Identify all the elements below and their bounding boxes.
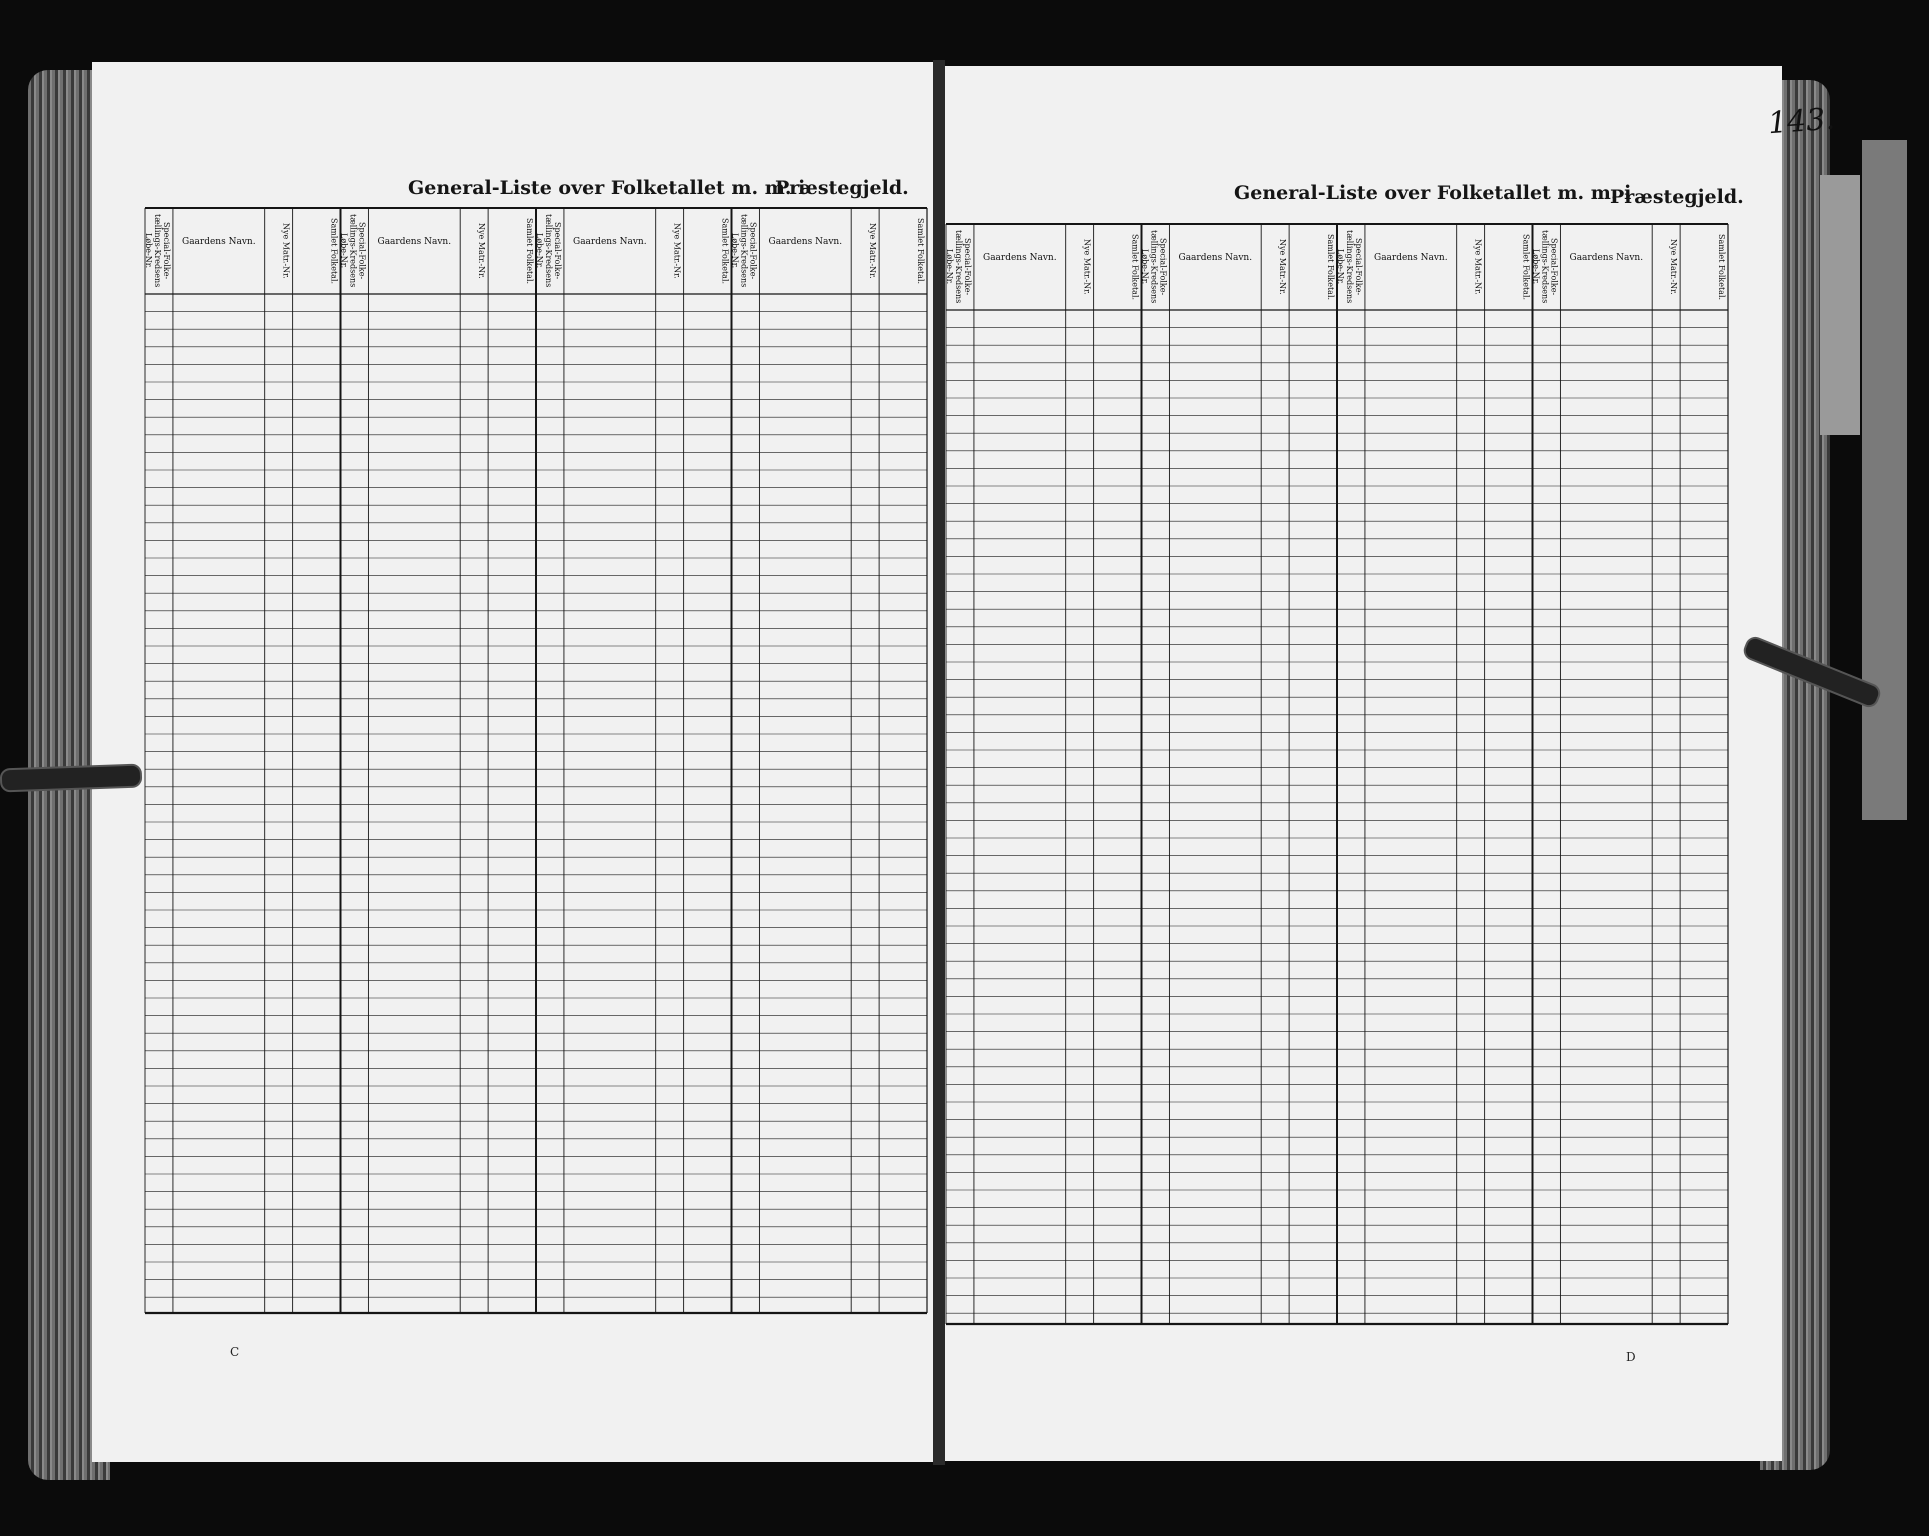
- column-header-folk: Samlet Folketal.: [329, 217, 339, 285]
- column-header-folk: Samlet Folketal.: [1325, 233, 1335, 301]
- column-header-folk: Samlet Folketal.: [1521, 233, 1531, 301]
- column-header-matr: Nye Matr.-Nr.: [281, 223, 291, 279]
- left-signature-mark: C: [230, 1345, 240, 1359]
- column-header-name: Gaardens Navn.: [1569, 253, 1644, 263]
- column-header-matr: Nye Matr.-Nr.: [1473, 239, 1483, 295]
- column-header-name: Gaardens Navn.: [377, 237, 452, 247]
- column-header-name: Gaardens Navn.: [182, 237, 256, 247]
- paper-tab: [1862, 140, 1907, 820]
- column-header-special: Special-Folke-tællings-Kredsens Løbe-Nr.: [1140, 230, 1168, 304]
- column-header-folk: Samlet Folketal.: [1130, 233, 1140, 301]
- book-gutter: [933, 60, 945, 1465]
- page-clip: [0, 764, 142, 793]
- column-header-matr: Nye Matr.-Nr.: [1082, 239, 1092, 295]
- left-page-title-suffix: Præstegjeld.: [775, 177, 909, 199]
- column-header-matr: Nye Matr.-Nr.: [868, 223, 878, 279]
- right-page-title: General-Liste over Folketallet m. m. i: [1234, 182, 1632, 204]
- column-header-matr: Nye Matr.-Nr.: [1669, 239, 1679, 295]
- column-header-special: Special-Folke-tællings-Kredsens Løbe-Nr.: [143, 214, 171, 288]
- right-page-title-suffix: Præstegjeld.: [1610, 186, 1744, 208]
- paper-tab: [1820, 175, 1860, 435]
- column-header-name: Gaardens Navn.: [983, 253, 1057, 263]
- column-header-name: Gaardens Navn.: [1374, 253, 1448, 263]
- column-header-special: Special-Folke-tællings-Kredsens Løbe-Nr.: [1335, 230, 1363, 304]
- left-page-title: General-Liste over Folketallet m. m. i: [408, 177, 806, 199]
- column-header-matr: Nye Matr.-Nr.: [672, 223, 682, 279]
- column-header-special: Special-Folke-tællings-Kredsens Løbe-Nr.: [534, 214, 562, 288]
- column-header-special: Special-Folke-tællings-Kredsens Løbe-Nr.: [944, 230, 972, 304]
- column-header-folk: Samlet Folketal.: [1716, 233, 1726, 301]
- column-header-special: Special-Folke-tællings-Kredsens Løbe-Nr.: [730, 214, 758, 288]
- column-header-special: Special-Folke-tællings-Kredsens Løbe-Nr.: [1531, 230, 1559, 304]
- right-census-table: [946, 224, 1728, 1344]
- column-header-special: Special-Folke-tællings-Kredsens Løbe-Nr.: [339, 214, 367, 288]
- column-header-matr: Nye Matr.-Nr.: [477, 223, 487, 279]
- page-number: 143.: [1766, 101, 1836, 142]
- column-header-matr: Nye Matr.-Nr.: [1278, 239, 1288, 295]
- column-header-folk: Samlet Folketal.: [524, 217, 534, 285]
- column-header-folk: Samlet Folketal.: [720, 217, 730, 285]
- right-signature-mark: D: [1626, 1350, 1636, 1364]
- column-header-name: Gaardens Navn.: [573, 237, 647, 247]
- column-header-name: Gaardens Navn.: [768, 237, 843, 247]
- column-header-name: Gaardens Navn.: [1178, 253, 1253, 263]
- column-header-folk: Samlet Folketal.: [915, 217, 925, 285]
- left-census-table: [145, 208, 927, 1333]
